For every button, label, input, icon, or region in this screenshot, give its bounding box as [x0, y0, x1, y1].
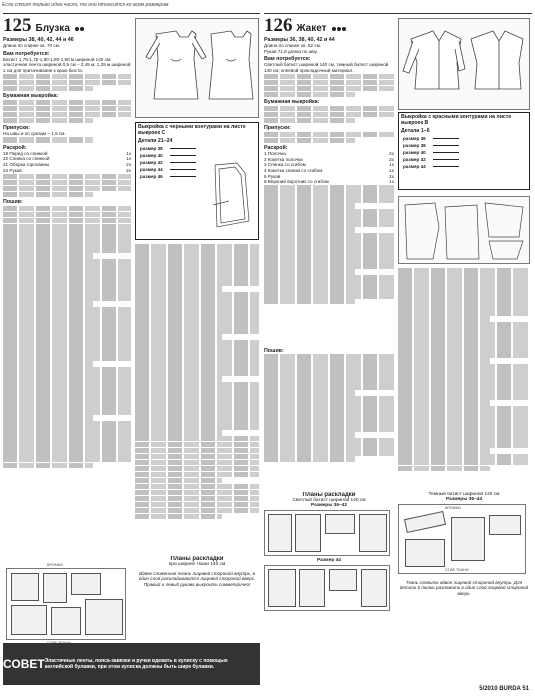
frame-title: Выкройка с черными контурами на листе выкроек С: [138, 124, 246, 136]
materials-text: Батист 1,75-1,75-1,80-1,80-1,80 м шириной 140 см; эластичная лента шириной 0,5 см – 3,45 м; 1,25 м шириной 1 см для притачивания к краю бюста.: [3, 56, 131, 73]
pattern-piece: [71, 573, 101, 595]
pattern-sheet-frame: [398, 112, 530, 190]
pattern-125-text-2: [135, 244, 259, 534]
pattern-piece: [268, 514, 292, 552]
difficulty-dot-icon: [337, 27, 341, 31]
pattern-126-text-2: [398, 268, 530, 478]
pattern-125-frame: [135, 122, 259, 242]
advice-label: СОВЕТ: [3, 657, 45, 671]
pattern-piece: [51, 607, 81, 635]
pattern-title: Блузка: [35, 23, 70, 34]
pattern-title: Жакет: [296, 23, 327, 34]
layout-note: Ткань сложить вдвое лицевой стороной внутрь. Для детали 6 ткань разложить в один слой лицевой стороной вверх.: [399, 580, 529, 596]
jacket-illustration-icon: [399, 19, 531, 111]
blouse-illustration-icon: [136, 19, 260, 119]
allowance-text: На швы и по срезам – 1,5 см.: [3, 131, 66, 137]
layout-sizes: Размеры 36–44: [445, 497, 483, 502]
selvage-label: КРОМКИ: [47, 563, 63, 567]
materials-heading: Вам потребуется:: [264, 56, 311, 63]
allowance-heading: Припуски:: [264, 125, 291, 132]
materials-heading: Вам потребуется:: [3, 50, 50, 57]
layout-plan-126-dark: [398, 492, 530, 642]
sizes-line: Размеры 36, 38, 40, 42 и 44: [264, 37, 335, 43]
pattern-piece: [295, 514, 321, 552]
layout-subtitle: при ширине ткани 140 см: [168, 562, 226, 567]
fold-label: СГИБ ТКАНИ: [445, 568, 469, 572]
pattern-piece: [11, 605, 47, 635]
size-legend-row: [399, 163, 529, 170]
sizes-line: Размеры 38, 40, 42, 44 и 46: [3, 37, 74, 43]
size-line: [170, 162, 196, 163]
part-line: 24 Рукав 2x: [3, 167, 131, 173]
part-line: 1 Полочка 2x: [264, 151, 394, 157]
pattern-sheet-frame: [135, 122, 259, 240]
size-line: [433, 152, 459, 153]
left-top-rule: [3, 13, 260, 14]
part-line: 5 Рукав 2x: [264, 173, 394, 179]
size-line: [433, 166, 459, 167]
pattern-125-text: [3, 16, 131, 641]
pattern-piece: [489, 515, 521, 535]
cutting-heading: Раскрой:: [264, 145, 288, 152]
part-line: 19 Перед со спинкой 1x: [3, 150, 131, 156]
layout-title: Планы раскладки: [302, 492, 356, 498]
pattern-126-sewing: [264, 346, 394, 486]
frame-subtitle: Детали 1–6: [401, 128, 430, 134]
layout-plan-126: [264, 492, 394, 642]
size-label: размер 44: [403, 164, 426, 169]
allowance-heading: Припуски:: [3, 125, 30, 132]
pattern-126-frame: [398, 112, 530, 192]
part-line: 2 Кокетка полочки 2x: [264, 156, 394, 162]
length-note: Длина по спинке ок. 70 см.: [3, 43, 61, 48]
layout-diagram: [264, 510, 390, 556]
materials-text: Светлый батист шириной 140 см, темный батист шириной 140 см; клеевой прокладочный материал.: [264, 62, 389, 73]
size-legend-row: [399, 142, 529, 149]
difficulty-dot-icon: [342, 27, 346, 31]
difficulty-dot-icon: [75, 27, 79, 31]
size-label: размер 36: [403, 136, 426, 141]
frame-title: Выкройка с красными контурами на листе выкроек В: [401, 114, 512, 126]
part-line: 22 Спинка со спинкой 1x: [3, 156, 131, 162]
cut-heading: Бумажная выкройка:: [264, 99, 320, 106]
selvage-label: КРОМКИ: [445, 506, 461, 510]
difficulty-dots: [74, 18, 84, 36]
size-line: [170, 169, 196, 170]
layout-sizes: Размеры 36–42: [310, 503, 348, 508]
layout-sizes: Размер 44: [317, 558, 341, 563]
pattern-piece: [268, 569, 296, 607]
size-line: [433, 159, 459, 160]
part-line: 6 Верхний воротник со сгибом 1x: [264, 179, 394, 185]
layout-diagram: [264, 565, 390, 611]
part-line: 21 Оборка горловины 2x: [3, 162, 131, 168]
pattern-piece: [11, 573, 39, 601]
size-label: размер 38: [403, 143, 426, 148]
layout-note: Вдвое сложенная ткань лицевой стороной внутрь, в один слой раскладываются лицевой стороной вверх. Правый и левый рукава выкроить симметрично!: [138, 571, 256, 587]
layout-subtitle: Светлый батист шириной 140 см: [292, 498, 366, 503]
size-label: размер 40: [140, 153, 163, 158]
layout-diagram: [398, 504, 526, 574]
size-legend-row: [399, 156, 529, 163]
cutting-heading: Раскрой:: [3, 144, 27, 151]
pattern-piece: [361, 569, 387, 607]
size-legend: [399, 135, 529, 170]
pattern-piece: [359, 514, 387, 552]
pattern-126-text: [264, 16, 394, 346]
pattern-number: 125: [3, 16, 32, 36]
size-label: размер 42: [403, 157, 426, 162]
pattern-number: 126: [264, 16, 293, 36]
size-label: размер 44: [140, 167, 163, 172]
pattern-piece-icon: [211, 161, 255, 233]
right-top-rule: [264, 13, 532, 14]
pattern-piece: [299, 569, 325, 607]
frame-subtitle: Детали 21–24: [138, 138, 173, 144]
sewing-heading: Пошив:: [3, 199, 23, 206]
part-line: 3 Спинка со сгибом 1x: [264, 162, 394, 168]
size-label: размер 42: [140, 160, 163, 165]
difficulty-dot-icon: [332, 27, 336, 31]
top-note: Если стоит только одно число, то оно относится ко всем размерам: [2, 2, 169, 8]
layout-title: Планы раскладки: [170, 556, 224, 562]
size-line: [170, 155, 196, 156]
size-label: размер 38: [140, 146, 163, 151]
part-line: 4 Кокетка спинки со сгибом 1x: [264, 168, 394, 174]
size-line: [170, 176, 196, 177]
size-legend-row: [399, 135, 529, 142]
jacket-sketch: [398, 18, 530, 110]
pattern-pieces-icon: [399, 197, 531, 265]
length-note-2: Рукав 71,8 длина по шву.: [264, 48, 318, 54]
difficulty-dots: [331, 18, 346, 36]
difficulty-dot-icon: [80, 27, 84, 31]
advice-box: [3, 643, 260, 685]
size-line: [433, 145, 459, 146]
layout-diagram-125: [6, 563, 126, 640]
pattern-piece: [451, 517, 485, 561]
pattern-piece: [329, 569, 357, 591]
size-legend-row: [136, 152, 258, 159]
page-footer: 5/2010 BURDA 51: [479, 686, 529, 692]
layout-plan-125: [135, 556, 259, 640]
size-legend-row: [399, 149, 529, 156]
cut-heading: Бумажная выкройка:: [3, 93, 59, 100]
size-label: размер 46: [140, 174, 163, 179]
size-line: [170, 148, 196, 149]
pattern-piece: [405, 539, 445, 567]
pattern-126-header: [264, 16, 394, 36]
jacket-pattern-pieces: [398, 196, 530, 264]
pattern-125-header: [3, 16, 131, 36]
pattern-piece: [404, 511, 446, 533]
pattern-piece: [43, 573, 67, 603]
pattern-piece: [85, 599, 123, 635]
size-legend-row: [136, 145, 258, 152]
size-label: размер 40: [403, 150, 426, 155]
sewing-heading: Пошив:: [264, 348, 284, 354]
length-note: Длина по спинке ок. 52 см.: [264, 43, 322, 48]
advice-text: Эластичные ленты, пояса-завязки и ручки вдевать в кулиску с помощью английской булавки, при этом кулиска должны быть шире булавки.: [44, 657, 228, 670]
size-line: [433, 138, 459, 139]
pattern-piece: [325, 514, 355, 534]
layout-subtitle: Темный батист шириной 140 см: [428, 492, 500, 497]
blouse-sketch: [135, 18, 259, 118]
